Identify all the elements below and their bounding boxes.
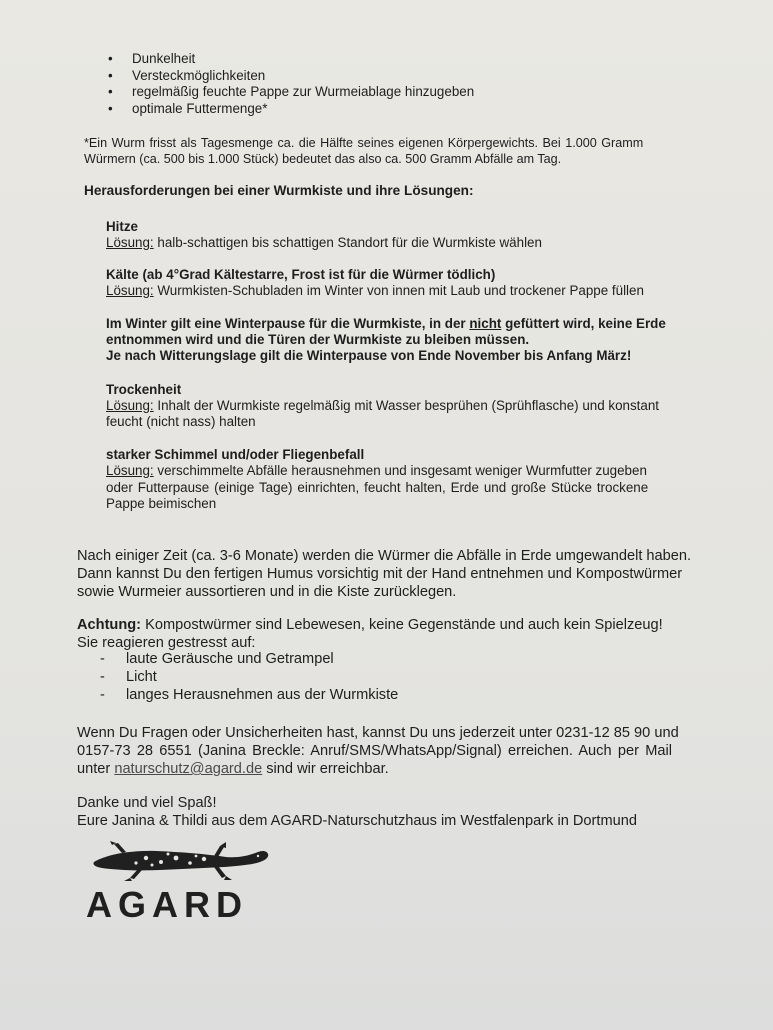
winter-nicht: nicht [469, 316, 502, 331]
achtung-text: Kompostwürmer sind Lebewesen, keine Gegenstände und auch kein Spielzeug! [141, 617, 663, 633]
winter-line-1 [106, 316, 666, 332]
humus-line-2: Dann kannst Du den fertigen Humus vorsichtig mit der Hand entnehmen und Kompostwürmer [77, 566, 683, 582]
humus-line-1: Nach einiger Zeit (ca. 3-6 Monate) werden die Würmer die Abfälle in Erde umgewandelt haben. [77, 548, 692, 564]
hitze-title: Hitze [106, 219, 138, 234]
list-item: • Dunkelheit [106, 51, 474, 68]
email-link[interactable]: naturschutz@agard.de [114, 761, 263, 777]
winter-line-3: Je nach Witterungslage gilt die Winterpause von Ende November bis Anfang März! [106, 348, 632, 363]
list-item: • regelmäßig feuchte Pappe zur Wurmeiablage hinzugeben [106, 84, 474, 101]
solution-label: Lösung: [106, 283, 154, 298]
footnote-line-1: *Ein Wurm frisst als Tagesmenge ca. die Hälfte seines eigenen Körpergewichts. Bei 1.000 Gramm [84, 136, 644, 150]
salamander-icon [86, 838, 276, 884]
winter-part-1: Im Winter gilt eine Winterpause für die Wurmkiste, in der [106, 316, 470, 331]
list-item: - Licht [96, 669, 398, 687]
list-item: • optimale Futtermenge* [106, 101, 474, 118]
solution-label: Lösung: [106, 398, 154, 413]
contact-line-2: 0157-73 28 6551 (Janina Breckle: Anruf/SMS/WhatsApp/Signal) erreichen. Auch per Mail [77, 743, 672, 759]
achtung-line-2: Sie reagieren gestresst auf: [77, 635, 256, 651]
list-item: - langes Herausnehmen aus der Wurmkiste [96, 687, 398, 705]
hitze-solution [106, 235, 542, 251]
winter-line-2: entnommen wird und die Türen der Wurmkiste zu bleiben müssen. [106, 332, 530, 347]
contact-line-1: Wenn Du Fragen oder Unsicherheiten hast, kannst Du uns jederzeit unter 0231-12 85 90 und [77, 725, 679, 741]
winter-part-2: gefüttert wird, keine Erde [501, 316, 666, 331]
trockenheit-line-2: feucht (nicht nass) halten [106, 414, 256, 429]
kaelte-title: Kälte (ab 4°Grad Kältestarre, Frost ist für die Würmer tödlich) [106, 267, 496, 282]
hitze-solution-text: halb-schattigen bis schattigen Standort für die Wurmkiste wählen [153, 235, 542, 250]
achtung-line-1 [77, 616, 663, 635]
solution-label: Lösung: [106, 463, 154, 478]
list-item: • Versteckmöglichkeiten [106, 68, 474, 85]
contact-pre: unter [77, 761, 115, 777]
contact-line-3 [77, 760, 389, 779]
trockenheit-solution-text: Inhalt der Wurmkiste regelmäßig mit Wasser besprühen (Sprühflasche) und konstant [153, 398, 660, 413]
stress-list [96, 651, 398, 704]
kaelte-solution [106, 283, 644, 299]
trockenheit-solution [106, 398, 659, 414]
closing-line-1: Danke und viel Spaß! [77, 795, 217, 811]
solution-label: Lösung: [106, 235, 154, 250]
list-item: - laute Geräusche und Getrampel [96, 651, 398, 669]
closing-line-2: Eure Janina & Thildi aus dem AGARD-Naturschutzhaus im Westfalenpark in Dortmund [77, 813, 637, 829]
schimmel-line-3: Pappe beimischen [106, 496, 217, 511]
kaelte-solution-text: Wurmkisten-Schubladen im Winter von innen mit Laub und trockener Pappe füllen [153, 283, 644, 298]
schimmel-solution [106, 463, 647, 479]
achtung-label: Achtung: [77, 617, 142, 633]
challenges-heading: Herausforderungen bei einer Wurmkiste und ihre Lösungen: [84, 183, 474, 198]
footnote-line-2: Würmern (ca. 500 bis 1.000 Stück) bedeutet das also ca. 500 Gramm Abfälle am Tag. [84, 152, 562, 166]
humus-line-3: sowie Wurmeier aussortieren und in die Kiste zurücklegen. [77, 584, 457, 600]
schimmel-title: starker Schimmel und/oder Fliegenbefall [106, 447, 365, 462]
agard-logo-text: AGARD [86, 884, 248, 925]
trockenheit-title: Trockenheit [106, 382, 182, 397]
requirements-list [106, 51, 474, 117]
schimmel-line-2: oder Futterpause (einige Tage) einrichten, feucht halten, Erde und große Stücke trockene [106, 480, 649, 495]
contact-post: sind wir erreichbar. [262, 761, 389, 777]
schimmel-solution-text: verschimmelte Abfälle herausnehmen und insgesamt weniger Wurmfutter zugeben [153, 463, 647, 478]
